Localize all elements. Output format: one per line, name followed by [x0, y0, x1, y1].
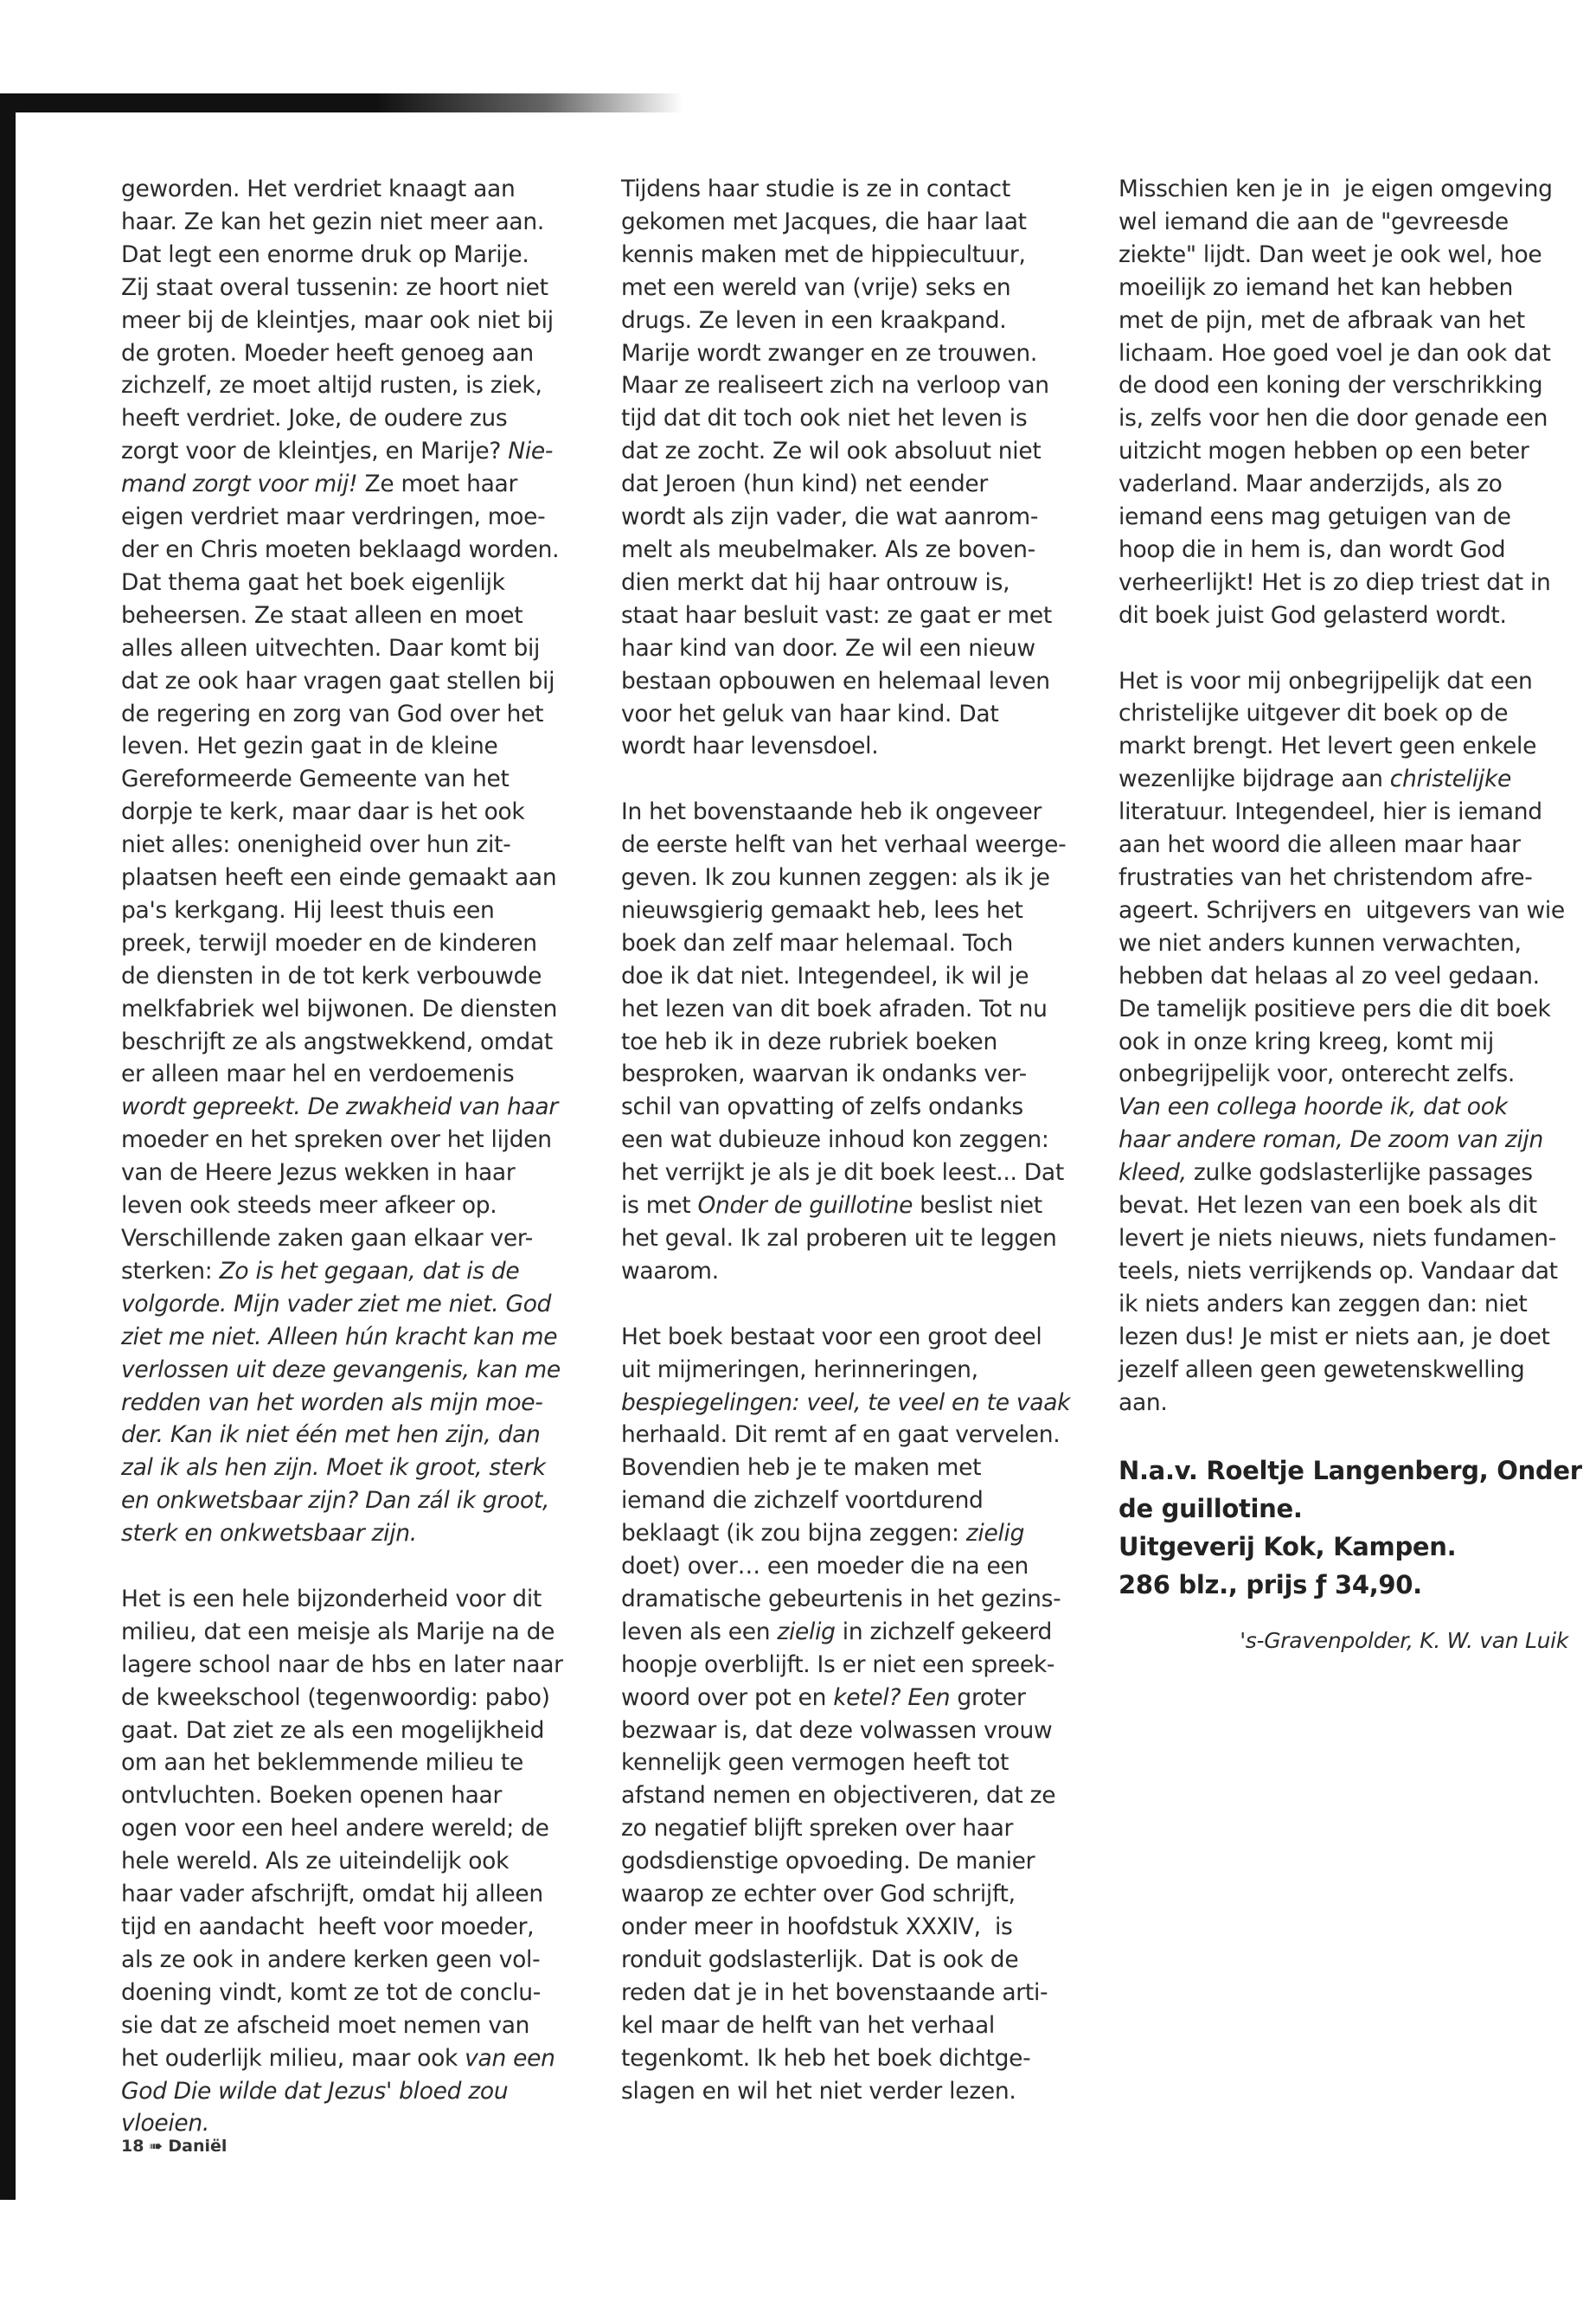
paragraph: In het bovenstaande heb ik ongeveer de eerste helft van het verhaal weerge- geven. Ik zou kunnen zeggen: als ik je nieuwsgierig gemaakt heb, lees het boek dan zelf maar helemaal. Toch doe ik dat niet. Integendeel, ik wil je het lezen van dit boek afraden. Tot nu toe heb ik in deze rubriek boeken besproken, waarvan ik ondanks ver- schil van opvatting of zelfs ondanks een wat dubieuze inhoud kon zeggen: het verrijkt je als je dit boek leest... Dat is met Onder de guillotine beslist niet het geval. Ik zal proberen uit te leggen waarom. — [621, 798, 1067, 1285]
paragraph: Tijdens haar studie is ze in contact gekomen met Jacques, die haar laat kennis maken met de hippiecultuur, met een wereld van (vrije) seks en drugs. Ze leven in een kraakpand. Marije wordt zwanger en ze trouwen. Maar ze realiseert zich na verloop van tijd dat dit toch ook niet het leven is dat ze zocht. Ze wil ook absoluut niet dat Jeroen (hun kind) net eender wordt als zijn vader, die wat aanrom- melt als meubelmaker. Als ze boven- dien merkt dat hij haar ontrouw is, staat haar besluit vast: ze gaat er met haar kind van door. Ze wil een nieuw bestaan opbouwen en helemaal leven voor het geluk van haar kind. Dat wordt haar levensdoel. — [621, 176, 1052, 760]
top-black-bar — [0, 93, 683, 112]
arrow-icon: ➠ — [149, 2137, 163, 2156]
page-number: 18 — [121, 2137, 144, 2156]
book-citation: N.a.v. Roeltje Langenberg, Onder de guillotine. Uitgeverij Kok, Kampen. 286 blz., prijs ƒ 34,90. — [1118, 1456, 1582, 1600]
paragraph: Misschien ken je in je eigen omgeving wel iemand die aan de "gevreesde ziekte" lijdt. Dan weet je ook wel, hoe moeilijk zo iemand het kan hebben met de pijn, met de afbraak van het lichaam. Hoe goed voel je dan ook dat de dood een koning der verschrikking is, zelfs voor hen die door genade een uitzicht mogen hebben op een beter vaderland. Maar anderzijds, als zo iemand eens mag getuigen van de hoop die in hem is, dan wordt God verheerlijkt! Het is zo diep triest dat in dit boek juist God gelasterd wordt. — [1118, 176, 1553, 629]
paragraph: Het is een hele bijzonderheid voor dit milieu, dat een meisje als Marije na de lagere school naar de hbs en later naar de kweekschool (tegenwoordig: pabo) gaat. Dat ziet ze als een mogelijkheid om aan het beklemmende milieu te ontvluchten. Boeken openen haar ogen voor een heel andere wereld; de hele wereld. Als ze uiteindelijk ook haar vader afschrijft, omdat hij alleen tijd en aandacht heeft voor moeder, als ze ook in andere kerken geen vol- doening vindt, komt ze tot de conclu- sie dat ze afscheid moet nemen van het ouderlijk milieu, maar ook van een God Die wilde dat Jezus' bloed zou vloeien. — [121, 1585, 563, 2138]
page-footer — [121, 2137, 227, 2156]
paragraph: Het is voor mij onbegrijpelijk dat een christelijke uitgever dit boek op de markt brengt. Het levert geen enkele wezenlijke bijdrage aan christelijke literatuur. Integendeel, hier is iemand aan het woord die alleen maar haar frustraties van het christendom afre- ageert. Schrijvers en uitgevers van wie we niet anders kunnen verwachten, hebben dat helaas al zo veel gedaan. De tamelijk positieve pers die dit boek ook in onze kring kreeg, komt mij onbegrijpelijk voor, onterecht zelfs. Van een collega hoorde ik, dat ook haar andere roman, De zoom van zijn kleed, zulke godslasterlijke passages bevat. Het lezen van een boek als dit levert je niets nieuws, niets fundamen- teels, niets verrijkends op. Vandaar dat ik niets anders kan zeggen dan: niet lezen dus! Je mist er niets aan, je doet jezelf alleen geen gewetenskwelling aan. — [1118, 667, 1565, 1416]
column-3 — [1118, 173, 1582, 1657]
column-2 — [621, 173, 1071, 2107]
paragraph: Het boek bestaat voor een groot deel uit mijmeringen, herinneringen, bespiegelingen: veel, te veel en te vaak herhaald. Dit remt af en gaat vervelen. Bovendien heb je te maken met iemand die zichzelf voortdurend beklaagt (ik zou bijna zeggen: zielig doet) over… een moeder die na een dramatische gebeurtenis in het gezins- leven als een zielig in zichzelf gekeerd hoopje overblijft. Is er niet een spreek- woord over pot en ketel? Een groter bezwaar is, dat deze volwassen vrouw kennelijk geen vermogen heeft tot afstand nemen en objectiveren, dat ze zo negatief blijft spreken over haar godsdienstige opvoeding. De manier waarop ze echter over God schrijft, onder meer in hoofdstuk XXXIV, is ronduit godslasterlijk. Dat is ook de reden dat je in het bovenstaande arti- kel maar de helft van het verhaal tegenkomt. Ik heb het boek dichtge- slagen en wil het niet verder lezen. — [621, 1323, 1071, 2105]
left-black-edge — [0, 93, 16, 2200]
paragraph: geworden. Het verdriet knaagt aan haar. Ze kan het gezin niet meer aan. Dat legt een enorme druk op Marije. Zij staat overal tussenin: ze hoort niet meer bij de kleintjes, maar ook niet bij de groten. Moeder heeft genoeg aan zichzelf, ze moet altijd rusten, is ziek, heeft verdriet. Joke, de oudere zus zorgt voor de kleintjes, en Marije? Nie- mand zorgt voor mij! Ze moet haar eigen verdriet maar verdringen, moe- der en Chris moeten beklaagd worden. Dat thema gaat het boek eigenlijk beheersen. Ze staat alleen en moet alles alleen uitvechten. Daar komt bij dat ze ook haar vragen gaat stellen bij de regering en zorg van God over het leven. Het gezin gaat in de kleine Gereformeerde Gemeente van het dorpje te kerk, maar daar is het ook niet alles: onenigheid over hun zit- plaatsen heeft een einde gemaakt aan pa's kerkgang. Hij leest thuis een preek, terwijl moeder en de kinderen de diensten in de tot kerk verbouwde melkfabriek wel bijwonen. De diensten beschrijft ze als angstwekkend, omdat er alleen maar hel en verdoemenis wordt gepreekt. De zwakheid van haar moeder en het spreken over het lijden van de Heere Jezus wekken in haar leven ook steeds meer afkeer op. Verschillende zaken gaan elkaar ver- sterken: Zo is het gegaan, dat is de volgorde. Mijn vader ziet me niet. God ziet me niet. Alleen hún kracht kan me verlossen uit deze gevangenis, kan me redden van het worden als mijn moe- der. Kan ik niet één met hen zijn, dan zal ik als hen zijn. Moet ik groot, sterk en onkwetsbaar zijn? Dan zál ik groot, sterk en onkwetsbaar zijn. — [121, 176, 561, 1548]
author-signature: 's-Gravenpolder, K. W. van Luik — [1240, 1628, 1568, 1654]
magazine-name: Daniël — [168, 2137, 228, 2156]
column-1 — [121, 173, 571, 2140]
